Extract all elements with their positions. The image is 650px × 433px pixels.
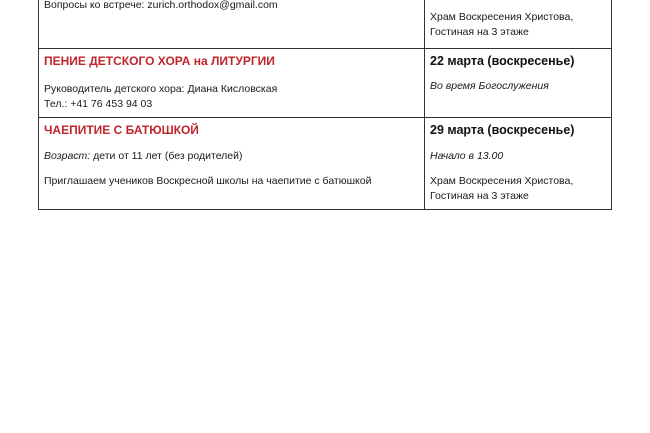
event-time-note: Во время Богослужения [430,80,549,92]
choir-leader-text: Руководитель детского хора: Диана Кисловская [44,83,278,95]
age-text [44,150,243,163]
event-details-cell [425,0,612,49]
age-value: дети от 11 лет (без родителей) [90,150,243,162]
event-start-time: Начало в 13.00 [430,150,504,162]
location-line-2: Гостиная на 3 этаже [430,26,529,38]
event-description-cell [39,49,425,118]
event-date: 29 марта (воскресенье) [430,123,575,137]
event-title: ЧАЕПИТИЕ С БАТЮШКОЙ [44,123,199,137]
contact-email-text: Вопросы ко встрече: zurich.orthodox@gmail.com [44,0,278,11]
age-label: Возраст: [44,150,91,162]
event-description-cell [39,118,425,210]
event-description-cell [39,0,425,49]
event-details-cell [425,49,612,118]
location-line-1: Храм Воскресения Христова, [430,175,574,187]
table-row [39,118,612,210]
events-table [38,0,612,210]
invitation-text: Приглашаем учеников Воскресной школы на чаепитие с батюшкой [44,175,372,187]
table-row [39,49,612,118]
event-title: ПЕНИЕ ДЕТСКОГО ХОРА на ЛИТУРГИИ [44,54,275,68]
event-details-cell [425,118,612,210]
table-row [39,0,612,49]
phone-text: Тел.: +41 76 453 94 03 [44,98,153,110]
event-date: 22 марта (воскресенье) [430,54,575,68]
location-line-2: Гостиная на 3 этаже [430,190,529,202]
location-line-1: Храм Воскресения Христова, [430,11,574,23]
